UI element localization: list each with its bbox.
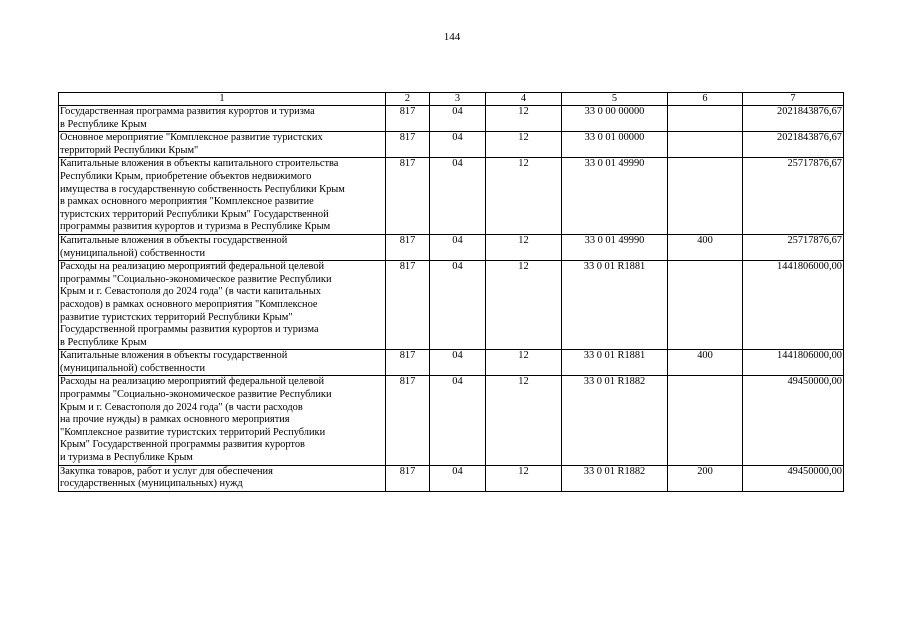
header-col-5: 5 bbox=[562, 93, 668, 106]
row-target-code: 33 0 00 00000 bbox=[562, 106, 668, 132]
row-amount: 2021843876,67 bbox=[743, 132, 844, 158]
row-amount: 25717876,67 bbox=[743, 234, 844, 260]
row-section-code: 04 bbox=[430, 132, 486, 158]
row-expense-type: 200 bbox=[668, 465, 743, 491]
row-name-text: Капитальные вложения в объекты государственной (муниципальной) собственности bbox=[60, 350, 288, 374]
row-target-code: 33 0 01 49990 bbox=[562, 234, 668, 260]
row-name bbox=[59, 261, 386, 350]
row-section-code: 04 bbox=[430, 261, 486, 350]
row-subsection-code: 12 bbox=[486, 158, 562, 235]
row-ministry-code: 817 bbox=[386, 132, 430, 158]
row-section-code: 04 bbox=[430, 465, 486, 491]
row-name bbox=[59, 132, 386, 158]
row-section-code: 04 bbox=[430, 376, 486, 465]
row-name bbox=[59, 234, 386, 260]
row-expense-type bbox=[668, 261, 743, 350]
header-col-1: 1 bbox=[59, 93, 386, 106]
table-row bbox=[59, 465, 844, 491]
row-amount: 1441806000,00 bbox=[743, 350, 844, 376]
row-target-code: 33 0 01 49990 bbox=[562, 158, 668, 235]
row-expense-type bbox=[668, 376, 743, 465]
row-name-text: Капитальные вложения в объекты государственной (муниципальной) собственности bbox=[60, 234, 288, 259]
row-name-text: Расходы на реализацию мероприятий федеральной целевой программы "Социально-экономическое развитие Республики Крым и г. Севастополя до 2024 года" (в части расходов на прочие нужды) в рамках основного мероприятия "Комплексное развитие туристских территорий Республики Крым" Государственной программы развития курортов и туризма в Республике Крым bbox=[60, 376, 332, 464]
row-section-code: 04 bbox=[430, 106, 486, 132]
row-name bbox=[59, 376, 386, 465]
row-ministry-code: 817 bbox=[386, 465, 430, 491]
row-expense-type: 400 bbox=[668, 350, 743, 376]
row-ministry-code: 817 bbox=[386, 261, 430, 350]
row-target-code: 33 0 01 00000 bbox=[562, 132, 668, 158]
table-row bbox=[59, 376, 844, 465]
row-amount: 2021843876,67 bbox=[743, 106, 844, 132]
row-name-text: Расходы на реализацию мероприятий федеральной целевой программы "Социально-экономическое развитие Республики Крым и г. Севастополя до 2024 года" (в части капитальных расходов) в рамках основного мероприятия "Комплексное развитие туристских территорий Республики Крым" Государственной программы развития курортов и туризма в Республике Крым bbox=[60, 261, 332, 348]
row-section-code: 04 bbox=[430, 158, 486, 235]
table-row bbox=[59, 132, 844, 158]
row-ministry-code: 817 bbox=[386, 106, 430, 132]
row-subsection-code: 12 bbox=[486, 350, 562, 376]
table-row bbox=[59, 261, 844, 350]
row-section-code: 04 bbox=[430, 350, 486, 376]
row-target-code: 33 0 01 R1882 bbox=[562, 376, 668, 465]
header-col-6: 6 bbox=[668, 93, 743, 106]
row-ministry-code: 817 bbox=[386, 158, 430, 235]
row-ministry-code: 817 bbox=[386, 376, 430, 465]
row-name bbox=[59, 350, 386, 376]
row-expense-type: 400 bbox=[668, 234, 743, 260]
row-name-text: Основное мероприятие "Комплексное развитие туристских территорий Республики Крым" bbox=[60, 132, 323, 156]
row-subsection-code: 12 bbox=[486, 106, 562, 132]
row-amount: 49450000,00 bbox=[743, 465, 844, 491]
row-expense-type bbox=[668, 158, 743, 235]
row-expense-type bbox=[668, 106, 743, 132]
row-subsection-code: 12 bbox=[486, 376, 562, 465]
table-row bbox=[59, 234, 844, 260]
row-subsection-code: 12 bbox=[486, 132, 562, 158]
row-name-text: Государственная программа развития курортов и туризма в Республике Крым bbox=[60, 106, 315, 130]
budget-table bbox=[58, 92, 844, 492]
table-header-row bbox=[59, 93, 844, 106]
row-name-text: Закупка товаров, работ и услуг для обеспечения государственных (муниципальных) нужд bbox=[60, 465, 273, 490]
row-target-code: 33 0 01 R1881 bbox=[562, 261, 668, 350]
row-subsection-code: 12 bbox=[486, 234, 562, 260]
row-target-code: 33 0 01 R1881 bbox=[562, 350, 668, 376]
row-amount: 25717876,67 bbox=[743, 158, 844, 235]
row-target-code: 33 0 01 R1882 bbox=[562, 465, 668, 491]
row-section-code: 04 bbox=[430, 234, 486, 260]
row-name-text: Капитальные вложения в объекты капитального строительства Республики Крым, приобретение объектов недвижимого имущества в государственную собственность Республики Крым в рамках основного мероприятия "Комплексное развитие туристских территорий Республики Крым" Государственной программы развития курортов и туризма в Республике Крым bbox=[60, 158, 345, 233]
row-amount: 49450000,00 bbox=[743, 376, 844, 465]
row-ministry-code: 817 bbox=[386, 234, 430, 260]
header-col-7: 7 bbox=[743, 93, 844, 106]
row-name bbox=[59, 158, 386, 235]
page-number: 144 bbox=[443, 31, 461, 43]
row-name bbox=[59, 106, 386, 132]
table-row bbox=[59, 158, 844, 235]
row-ministry-code: 817 bbox=[386, 350, 430, 376]
table-row bbox=[59, 350, 844, 376]
row-amount: 1441806000,00 bbox=[743, 261, 844, 350]
row-name bbox=[59, 465, 386, 491]
row-subsection-code: 12 bbox=[486, 465, 562, 491]
header-col-2: 2 bbox=[386, 93, 430, 106]
row-expense-type bbox=[668, 132, 743, 158]
table-row bbox=[59, 106, 844, 132]
row-subsection-code: 12 bbox=[486, 261, 562, 350]
header-col-3: 3 bbox=[430, 93, 486, 106]
header-col-4: 4 bbox=[486, 93, 562, 106]
